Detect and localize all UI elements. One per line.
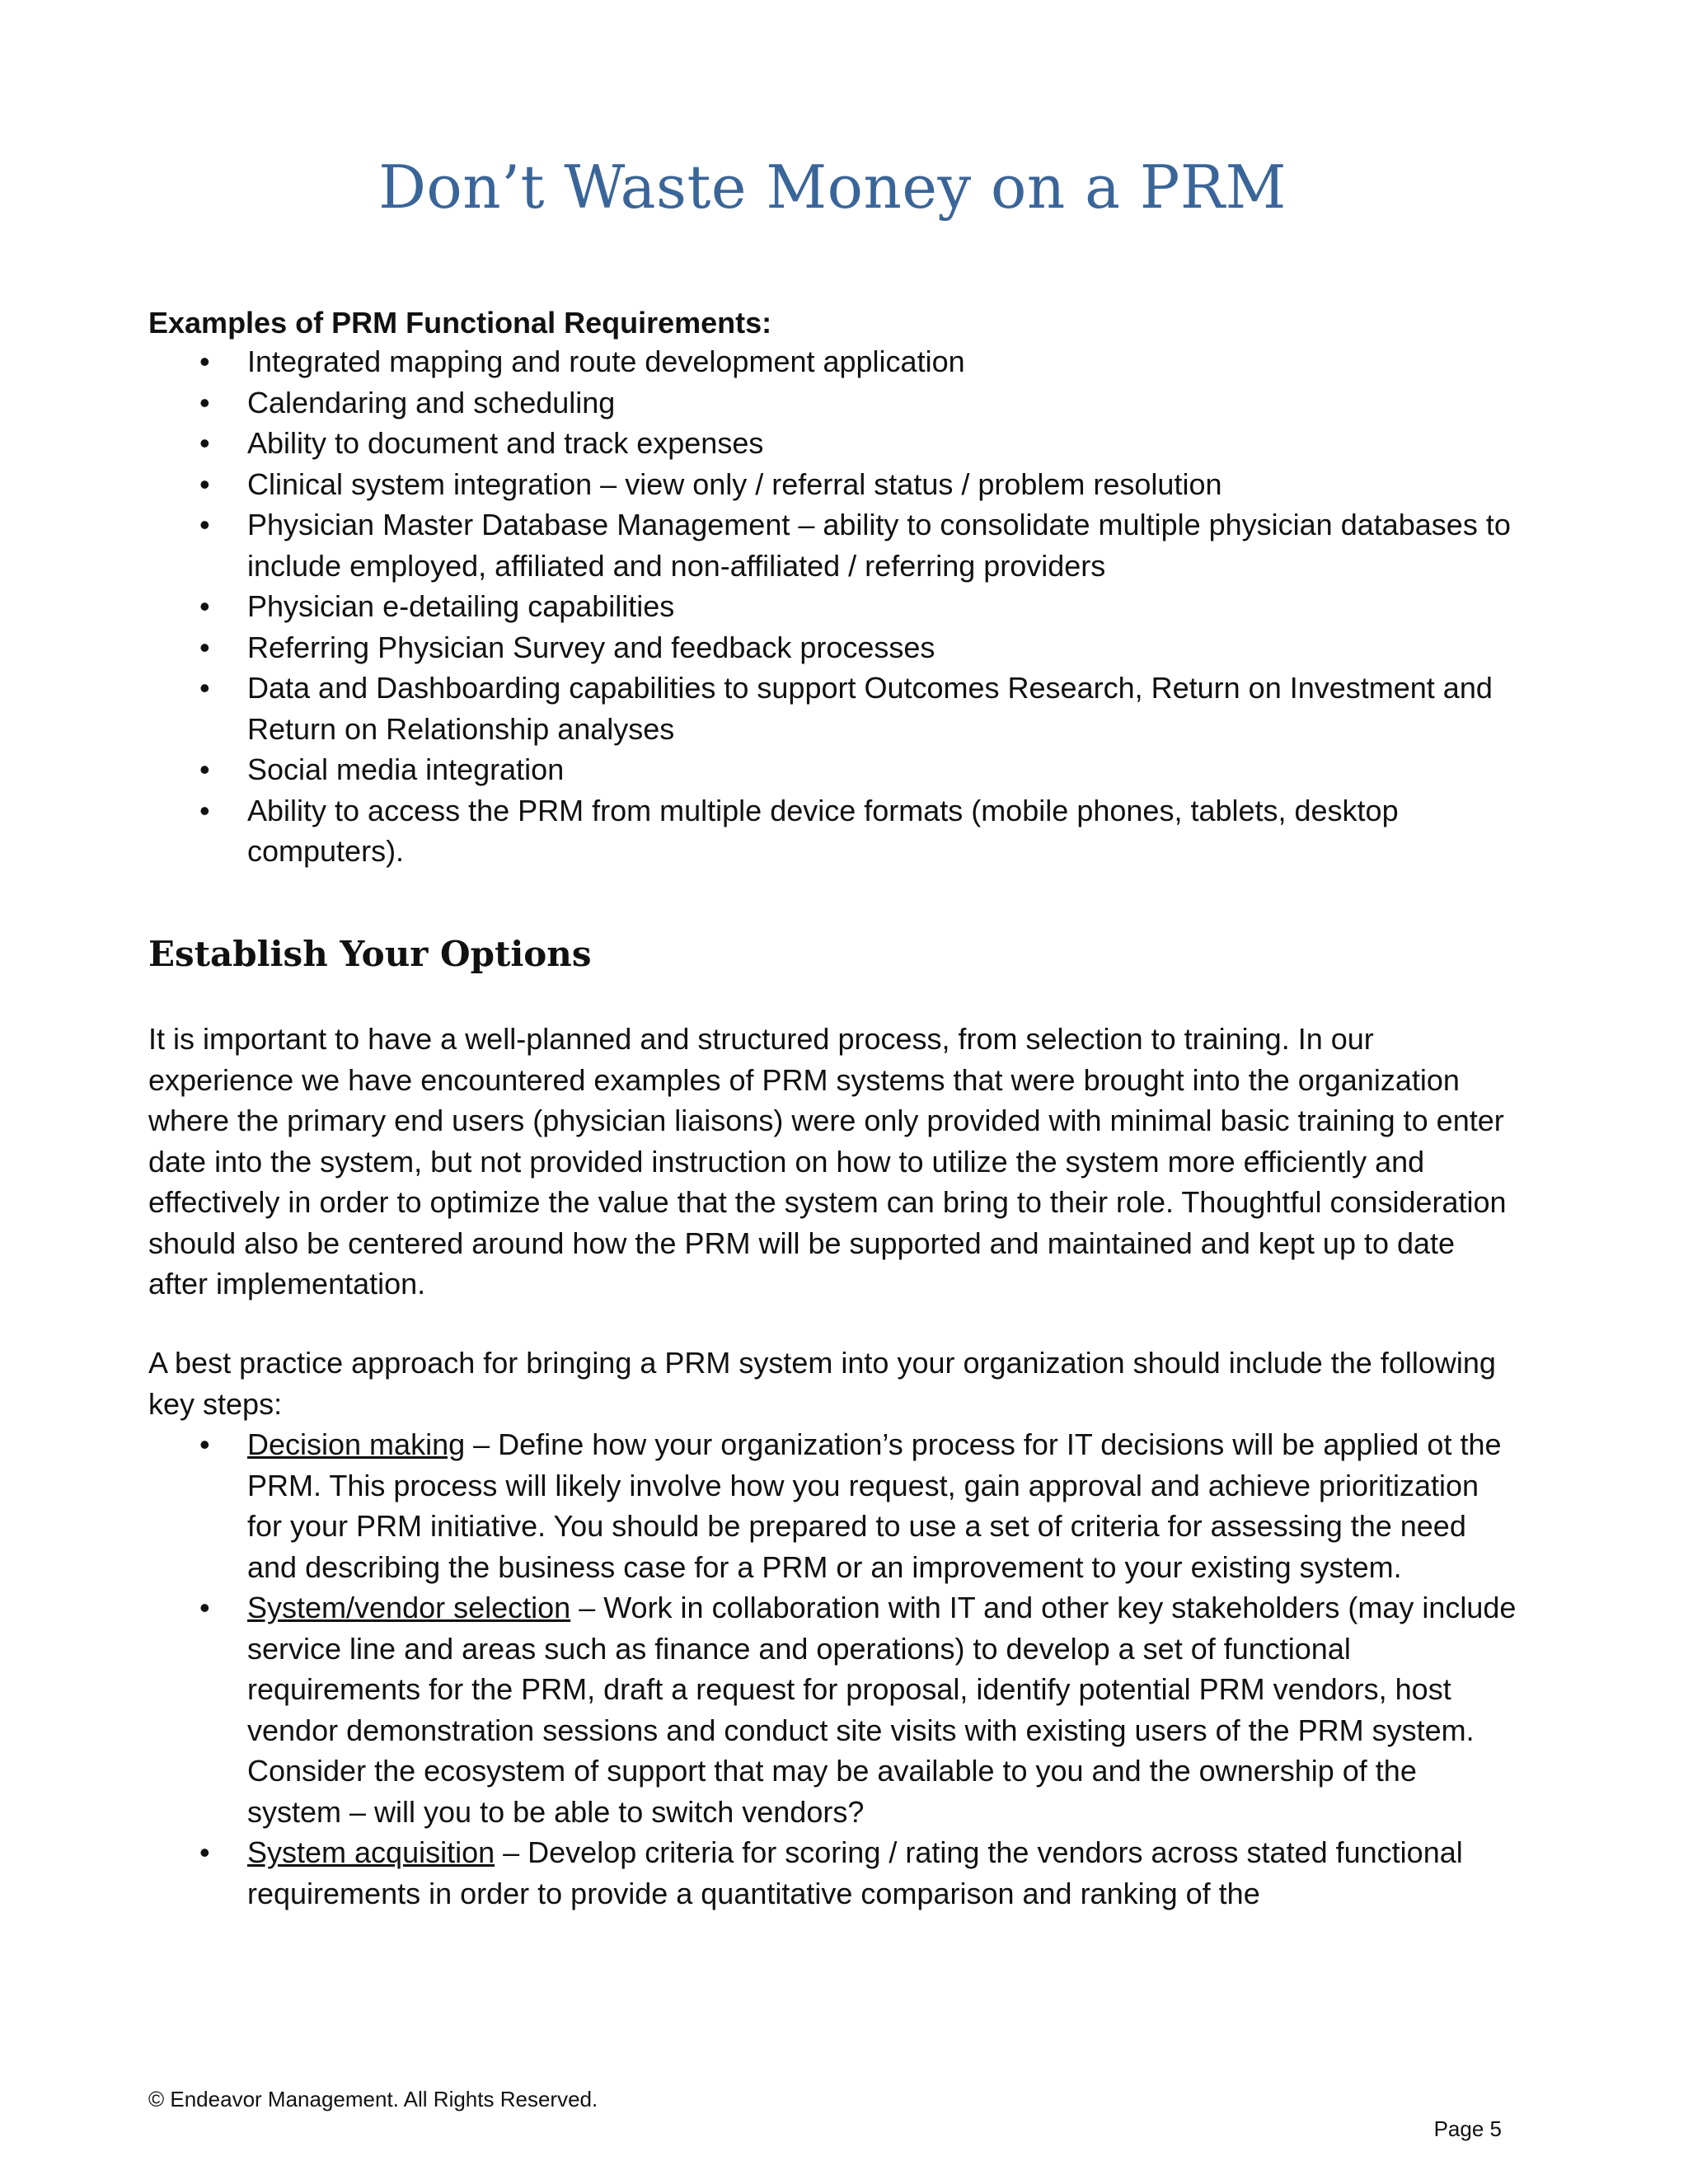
- bullet-icon: •: [199, 466, 210, 501]
- list-item-text: Referring Physician Survey and feedback processes: [247, 630, 935, 664]
- list-item: [148, 341, 1517, 382]
- key-steps-list: [148, 1424, 1517, 1914]
- document-page: [148, 0, 1517, 2184]
- list-item: [148, 464, 1517, 505]
- page-number: Page 5: [1433, 2116, 1502, 2141]
- bullet-icon: •: [199, 793, 210, 827]
- step-name: Decision making: [247, 1427, 466, 1461]
- list-item: [148, 668, 1517, 749]
- step-text: – Develop criteria for scoring / rating the vendors across stated functional requirements in order to provide a quantitative comparison and ranking of the: [247, 1835, 1463, 1910]
- step-text: – Define how your organization’s process for IT decisions will be applied ot the PRM. This process will likely involve how you request, gain approval and achieve prioritization for your PRM initiative. You should be prepared to use a set of criteria for assessing the need and describing the business case for a PRM or an improvement to your existing system.: [247, 1427, 1502, 1584]
- list-item: [148, 1587, 1517, 1832]
- list-item: [148, 586, 1517, 627]
- list-item: [148, 790, 1517, 872]
- bullet-icon: •: [199, 508, 210, 541]
- list-item-text: Physician Master Database Management – ability to consolidate multiple physician databases to include employed, affiliated and non-affiliated / referring providers: [247, 508, 1511, 583]
- bullet-icon: •: [199, 752, 210, 786]
- bullet-icon: •: [199, 671, 210, 705]
- bullet-icon: •: [199, 426, 210, 460]
- options-paragraph-1: It is important to have a well-planned and structured process, from selection to training. In our experience we have encountered examples of PRM systems that were brought into the organization where the primary end users (physician liaisons) were only provided with minimal basic training to enter date into the system, but not provided instruction on how to utilize the system more efficiently and effectively in order to optimize the value that the system can bring to their role. Thoughtful consideration should also be centered around how the PRM will be supported and maintained and kept up to date after implementation.: [148, 1022, 1507, 1301]
- list-item-text: Physician e-detailing capabilities: [247, 589, 675, 623]
- list-item: [148, 382, 1517, 424]
- list-item-text: Calendaring and scheduling: [247, 385, 616, 419]
- options-paragraph-2: A best practice approach for bringing a PRM system into your organization should include the following key steps:: [148, 1346, 1496, 1421]
- step-text: – Work in collaboration with IT and other key stakeholders (may include service line and areas such as finance and operations) to develop a set of functional requirements for the PRM, draft a request for proposal, identify potential PRM vendors, host vendor demonstration sessions and conduct site visits with existing users of the PRM system. Consider the ecosystem of support that may be available to you and the ownership of the system – will you to be able to switch vendors?: [247, 1591, 1517, 1829]
- footer-copyright: © Endeavor Management. All Rights Reserved.: [148, 2087, 598, 2111]
- bullet-icon: •: [199, 344, 210, 378]
- page-title: Don’t Waste Money on a PRM: [378, 152, 1287, 222]
- list-item-text: Clinical system integration – view only / referral status / problem resolution: [247, 466, 1222, 501]
- list-item-text: Ability to access the PRM from multiple device formats (mobile phones, tablets, desktop computers).: [247, 793, 1399, 868]
- section-heading-options: Establish Your Options: [148, 934, 592, 974]
- bullet-icon: •: [199, 589, 210, 623]
- list-item: [148, 1424, 1517, 1587]
- bullet-icon: •: [199, 385, 210, 419]
- requirements-list: [148, 341, 1517, 872]
- list-item: [148, 423, 1517, 464]
- list-item: [148, 1832, 1517, 1914]
- bullet-icon: •: [199, 1835, 210, 1869]
- list-item: [148, 504, 1517, 586]
- list-item-text: Integrated mapping and route development application: [247, 344, 965, 378]
- list-item: [148, 749, 1517, 790]
- requirements-heading: Examples of PRM Functional Requirements:: [148, 306, 772, 340]
- list-item-text: Ability to document and track expenses: [247, 426, 764, 460]
- bullet-icon: •: [199, 1427, 210, 1461]
- list-item-text: Social media integration: [247, 752, 565, 786]
- bullet-icon: •: [199, 1591, 210, 1624]
- list-item: [148, 627, 1517, 668]
- step-name: System acquisition: [247, 1835, 495, 1869]
- step-name: System/vendor selection: [247, 1591, 571, 1624]
- bullet-icon: •: [199, 630, 210, 664]
- list-item-text: Data and Dashboarding capabilities to support Outcomes Research, Return on Investment and Return on Relationship analyses: [247, 671, 1493, 746]
